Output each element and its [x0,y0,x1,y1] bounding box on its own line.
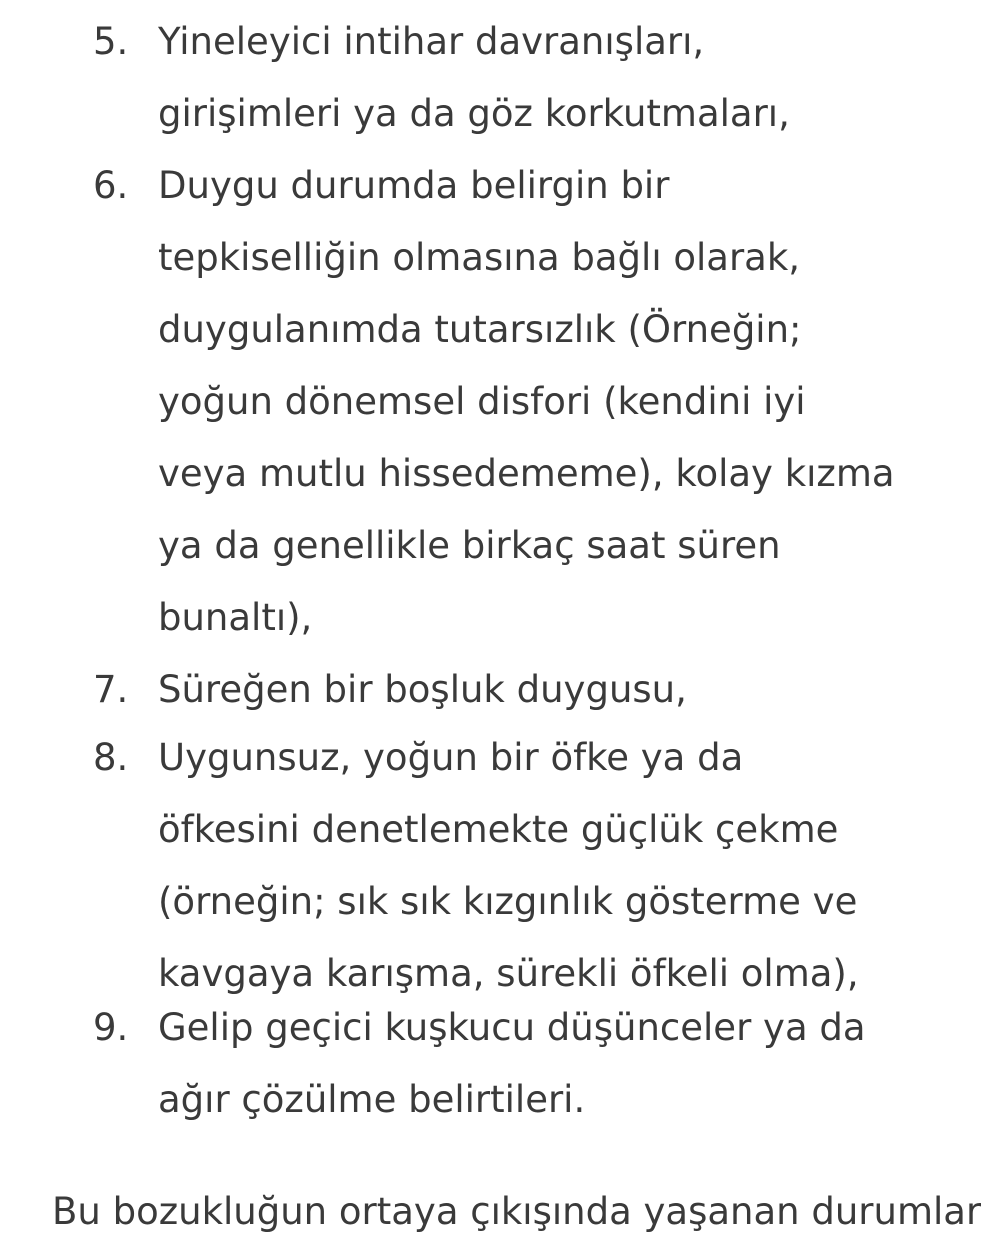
list-line: tepkiselliğin olmasına bağlı olarak, [158,236,801,279]
list-line: Süreğen bir boşluk duygusu, [158,668,687,711]
list-line: Yineleyici intihar davranışları, [158,20,705,63]
list-line: girişimleri ya da göz korkutmaları, [158,92,790,135]
list-line: bunaltı), [158,596,313,639]
list-line: öfkesini denetlemekte güçlük çekme [158,808,839,851]
list-line: Gelip geçici kuşkucu düşünceler ya da [158,1006,866,1049]
list-number: 8. [93,736,129,779]
list-line: Duygu durumda belirgin bir [158,164,670,207]
list-line: duygulanımda tutarsızlık (Örneğin; [158,308,802,351]
list-line: ağır çözülme belirtileri. [158,1078,586,1121]
list-line: Uygunsuz, yoğun bir öfke ya da [158,736,744,779]
list-line: yoğun dönemsel disfori (kendini iyi [158,380,806,423]
list-number: 7. [93,668,129,711]
list-number: 9. [93,1006,129,1049]
list-line: kavgaya karışma, sürekli öfkeli olma), [158,952,859,995]
next-paragraph-cutoff: Bu bozukluğun ortaya çıkışında yaşanan durumlar [52,1190,981,1233]
list-line: veya mutlu hissedememe), kolay kızma [158,452,895,495]
list-number: 5. [93,20,129,63]
list-number: 6. [93,164,129,207]
list-line: ya da genellikle birkaç saat süren [158,524,781,567]
list-line: (örneğin; sık sık kızgınlık gösterme ve [158,880,858,923]
